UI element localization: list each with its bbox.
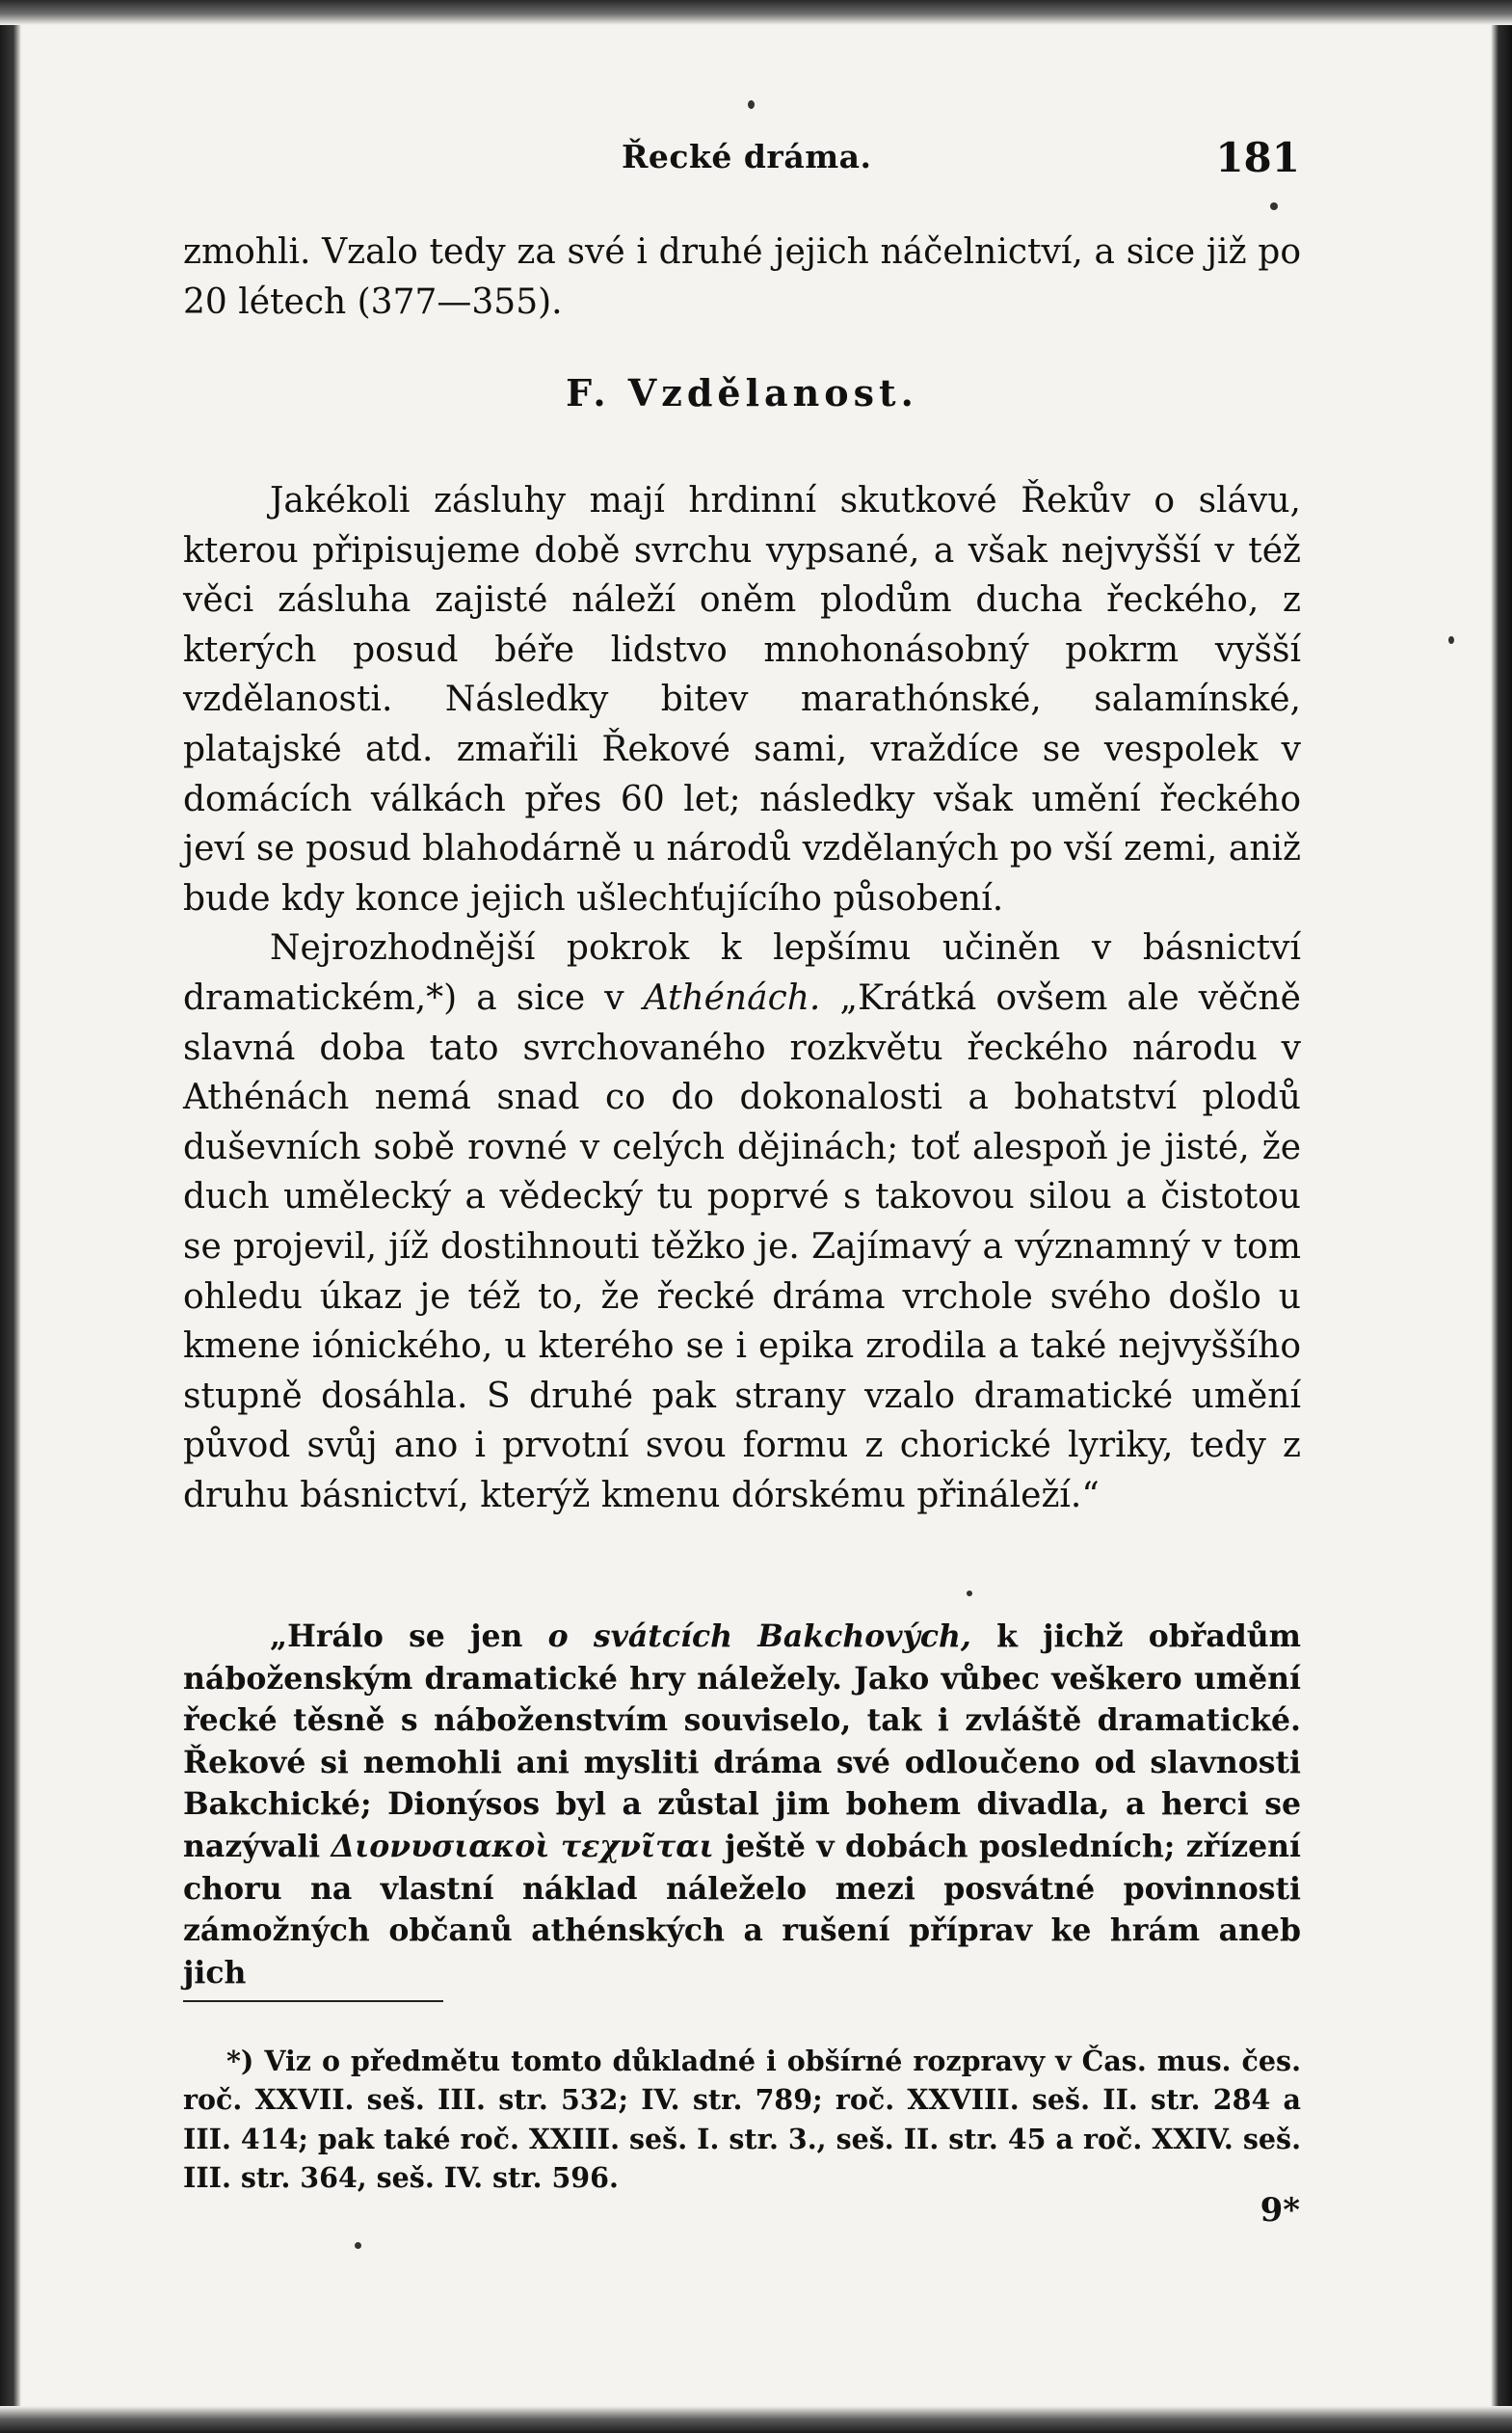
paragraph-2-athens: Athénách. <box>643 977 821 1018</box>
signature-mark: 9* <box>1260 2191 1300 2230</box>
footnote <box>183 2042 1301 2198</box>
scan-top-edge <box>0 0 1512 25</box>
scan-speck <box>355 2242 361 2249</box>
quote-block <box>183 1616 1301 1993</box>
paragraph-2-rest: „Krátká ovšem ale věčně slavná doba tato svrchovaného rozkvětu řeckého národu v Athénách nemá snad co do dokonalosti a bohatství plodů duševních sobě rovné v celých dějinách; toť alespoň je jisté, že duch umělecký a vědecký tu poprvé s takovou silou a čistotou se projevil, jíž dostihnouti těžko je. Zajímavý a významný v tom ohledu úkaz je též to, že řecké dráma vrchole svého došlo u kmene iónického, u kterého se i epika zrodila a také nejvyššího stupně dosáhla. S druhé pak strany vzalo dramatické umění původ svůj ano i prvotní svou formu z chorické lyriky, tedy z druhu básnictví, kterýž kmenu dórskému přináleží.“ <box>183 977 1301 1515</box>
quote-text <box>183 1616 1301 1993</box>
quote-part-c: k jichž obřadům náboženským dramatické hry náležely. Jako vůbec veškero umění řecké těsně s náboženstvím souviselo, tak i zvláště dramatické. Řekové si nemohli ani mysliti dráma své odloučeno od slavnosti Bakchické; Dionýsos byl a zůstal jim bohem divadla, a herci se nazývali <box>183 1618 1302 1864</box>
footnote-text: *) Viz o předmětu tomto důkladné i obšírné rozpravy v Čas. mus. čes. roč. XXVII. seš. III. str. 532; IV. str. 789; roč. XXVIII. seš. II. str. 284 a III. 414; pak také roč. XXIII. seš. I. str. 3., seš. II. str. 45 a roč. XXIV. seš. III. str. 364, seš. IV. str. 596. <box>183 2045 1301 2195</box>
quote-greek-term: Διονυσιακοὶ τεχνῖται <box>331 1828 714 1864</box>
page-header <box>183 134 1300 186</box>
intro-text: zmohli. Vzalo tedy za své i druhé jejich náčelnictví, a sice již po 20 létech (377—355). <box>183 232 1301 322</box>
paragraph-2-start: Nejrozhodnější pokrok k lepšímu učiněn v básnictví dramatickém,*) a sice v <box>183 928 1301 1018</box>
quote-italic-bakchus: o svátcích Bakchových, <box>547 1618 971 1654</box>
scan-speck <box>967 1591 972 1596</box>
quote-part-e: ještě v dobách posledních; zřízení choru na vlastní náklad náleželo mezi posvátné povinnosti zámožných občanů athénských a rušení příprav ke hrám aneb jich <box>183 1828 1301 1991</box>
scan-speck <box>748 100 755 109</box>
quote-part-a: „Hrálo se jen <box>270 1618 548 1654</box>
scan-bottom-edge <box>0 2406 1512 2433</box>
body-text <box>183 476 1301 1520</box>
intro-paragraph <box>183 227 1301 327</box>
running-head: Řecké dráma. <box>622 138 872 175</box>
scan-speck <box>1448 636 1454 644</box>
page-number: 181 <box>1215 134 1300 181</box>
paragraph-2 <box>183 923 1301 1520</box>
footnote-rule <box>183 2000 443 2002</box>
scan-speck <box>1270 202 1278 210</box>
section-heading: F. Vzdělanost. <box>566 371 918 414</box>
paragraph-1: Jakékoli zásluhy mají hrdinní skutkové Řekův o slávu, kterou připisujeme době svrchu vypsané, a však nejvyšší v též věci zásluha zajisté náleží oněm plodům ducha řeckého, z kterých posud béře lidstvo mnohonásobný pokrm vyšší vzdělanosti. Následky bitev marathónské, salamínské, platajské atd. zmařili Řekové sami, vraždíce se vespolek v domácích válkách přes 60 let; následky však umění řeckého jeví se posud blahodárně u národů vzdělaných po vší zemi, aniž bude kdy konce jejich ušlechťujícího působení. <box>183 481 1301 919</box>
